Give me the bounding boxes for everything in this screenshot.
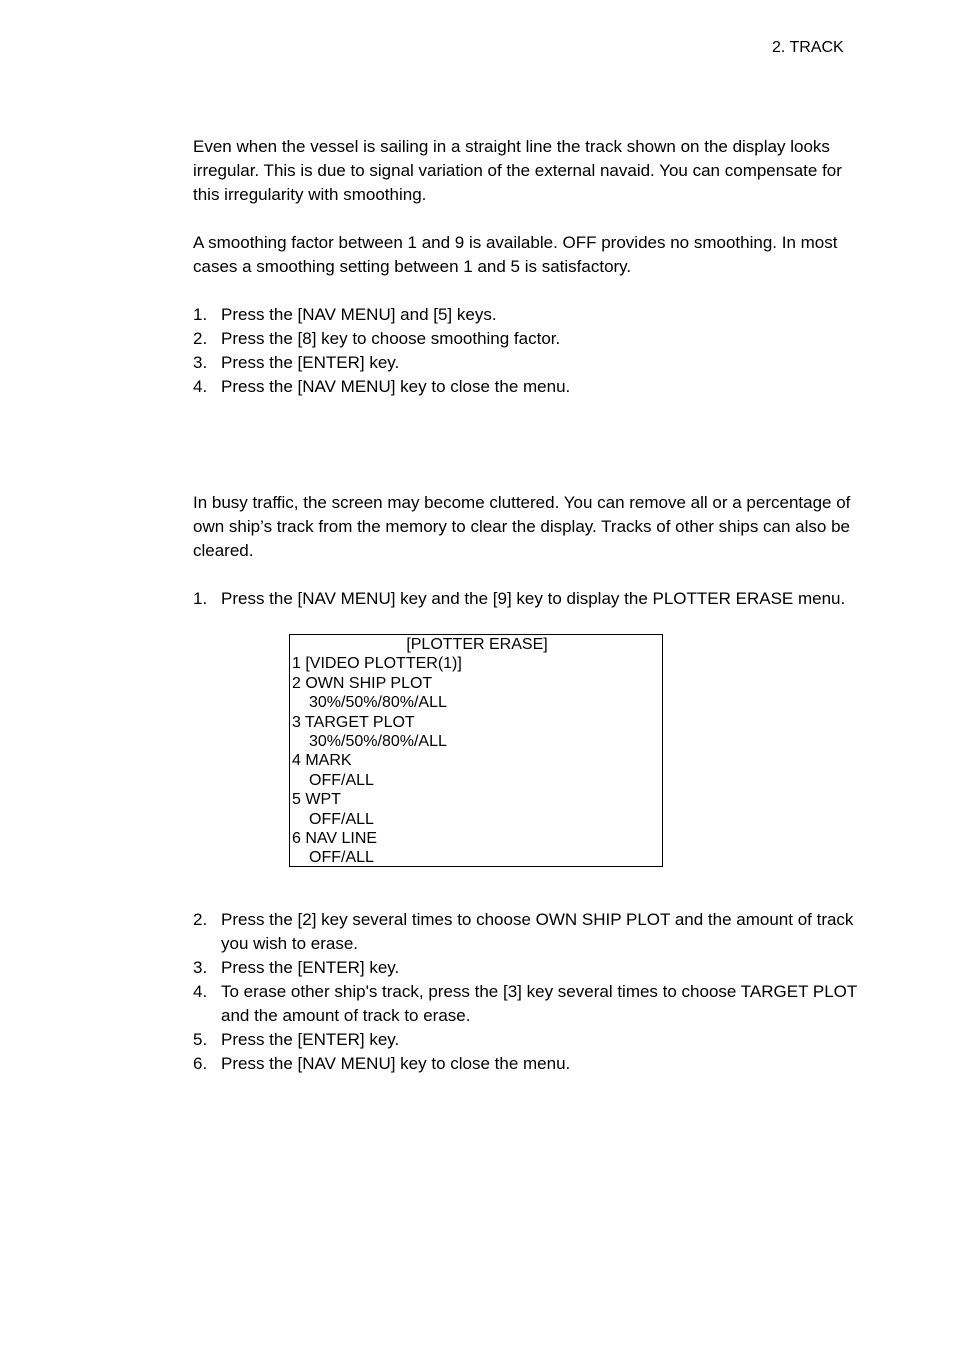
smoothing-factor-paragraph: A smoothing factor between 1 and 9 is available. OFF provides no smoothing. In most cases a smoothing setting between 1 and 5 is satisfactory.: [193, 233, 838, 276]
list-item: [193, 980, 858, 1028]
step-number: 6.: [193, 1054, 208, 1073]
menu-option-own-ship-plot: 30%/50%/80%/ALL: [309, 694, 447, 712]
plotter-erase-menu: [289, 634, 663, 867]
erase-step1-list: [193, 587, 858, 611]
erase-steps-list: [193, 908, 858, 1076]
step-number: 2.: [193, 329, 208, 348]
step-text: Press the [ENTER] key.: [221, 353, 400, 372]
list-item: [193, 956, 858, 980]
menu-option-mark: OFF/ALL: [309, 771, 374, 789]
step-text: Press the [NAV MENU] key to close the menu.: [221, 377, 571, 396]
step-text: Press the [8] key to choose smoothing factor.: [221, 329, 561, 348]
menu-title: [PLOTTER ERASE]: [406, 636, 548, 653]
list-item: [193, 587, 858, 611]
step-text: Press the [2] key several times to choose OWN SHIP PLOT and the amount of track you wish to erase.: [221, 910, 854, 953]
list-item: [193, 327, 858, 351]
step-text: Press the [NAV MENU] key to close the menu.: [221, 1054, 571, 1073]
list-item: [193, 1052, 858, 1076]
menu-item-mark: 4 MARK: [292, 752, 352, 770]
list-item: [193, 908, 858, 956]
smoothing-steps-list: [193, 303, 858, 399]
menu-item-own-ship-plot: 2 OWN SHIP PLOT: [292, 674, 433, 692]
list-item: [193, 303, 858, 327]
menu-item-nav-line: 6 NAV LINE: [292, 830, 378, 848]
erase-intro-paragraph: In busy traffic, the screen may become cluttered. You can remove all or a percentage of own ship’s track from the memory to clear the display. Tracks of other ships can also be cleared.: [193, 493, 851, 560]
menu-option-target-plot: 30%/50%/80%/ALL: [309, 733, 447, 751]
step-text: Press the [ENTER] key.: [221, 1030, 400, 1049]
step-number: 4.: [193, 982, 208, 1001]
list-item: [193, 1028, 858, 1052]
list-item: [193, 375, 858, 399]
step-number: 5.: [193, 1030, 208, 1049]
running-header: 2. TRACK: [772, 39, 844, 56]
step-number: 1.: [193, 305, 208, 324]
step-number: 3.: [193, 353, 208, 372]
step-number: 1.: [193, 589, 208, 608]
menu-item-target-plot: 3 TARGET PLOT: [292, 713, 415, 731]
step-text: Press the [ENTER] key.: [221, 958, 400, 977]
step-text: To erase other ship's track, press the [3] key several times to choose TARGET PLOT and the amount of track to erase.: [221, 982, 857, 1025]
step-number: 4.: [193, 377, 208, 396]
menu-option-wpt: OFF/ALL: [309, 810, 374, 828]
menu-option-nav-line: OFF/ALL: [309, 849, 374, 867]
menu-item-wpt: 5 WPT: [292, 791, 341, 809]
step-number: 3.: [193, 958, 208, 977]
smoothing-intro-paragraph: Even when the vessel is sailing in a straight line the track shown on the display looks irregular. This is due to signal variation of the external navaid. You can compensate for this irregularity with smoothing.: [193, 137, 842, 204]
step-text: Press the [NAV MENU] and [5] keys.: [221, 305, 497, 324]
menu-item-video-plotter: 1 [VIDEO PLOTTER(1)]: [292, 655, 462, 673]
step-number: 2.: [193, 910, 208, 929]
list-item: [193, 351, 858, 375]
step-text: Press the [NAV MENU] key and the [9] key to display the PLOTTER ERASE menu.: [221, 589, 846, 608]
